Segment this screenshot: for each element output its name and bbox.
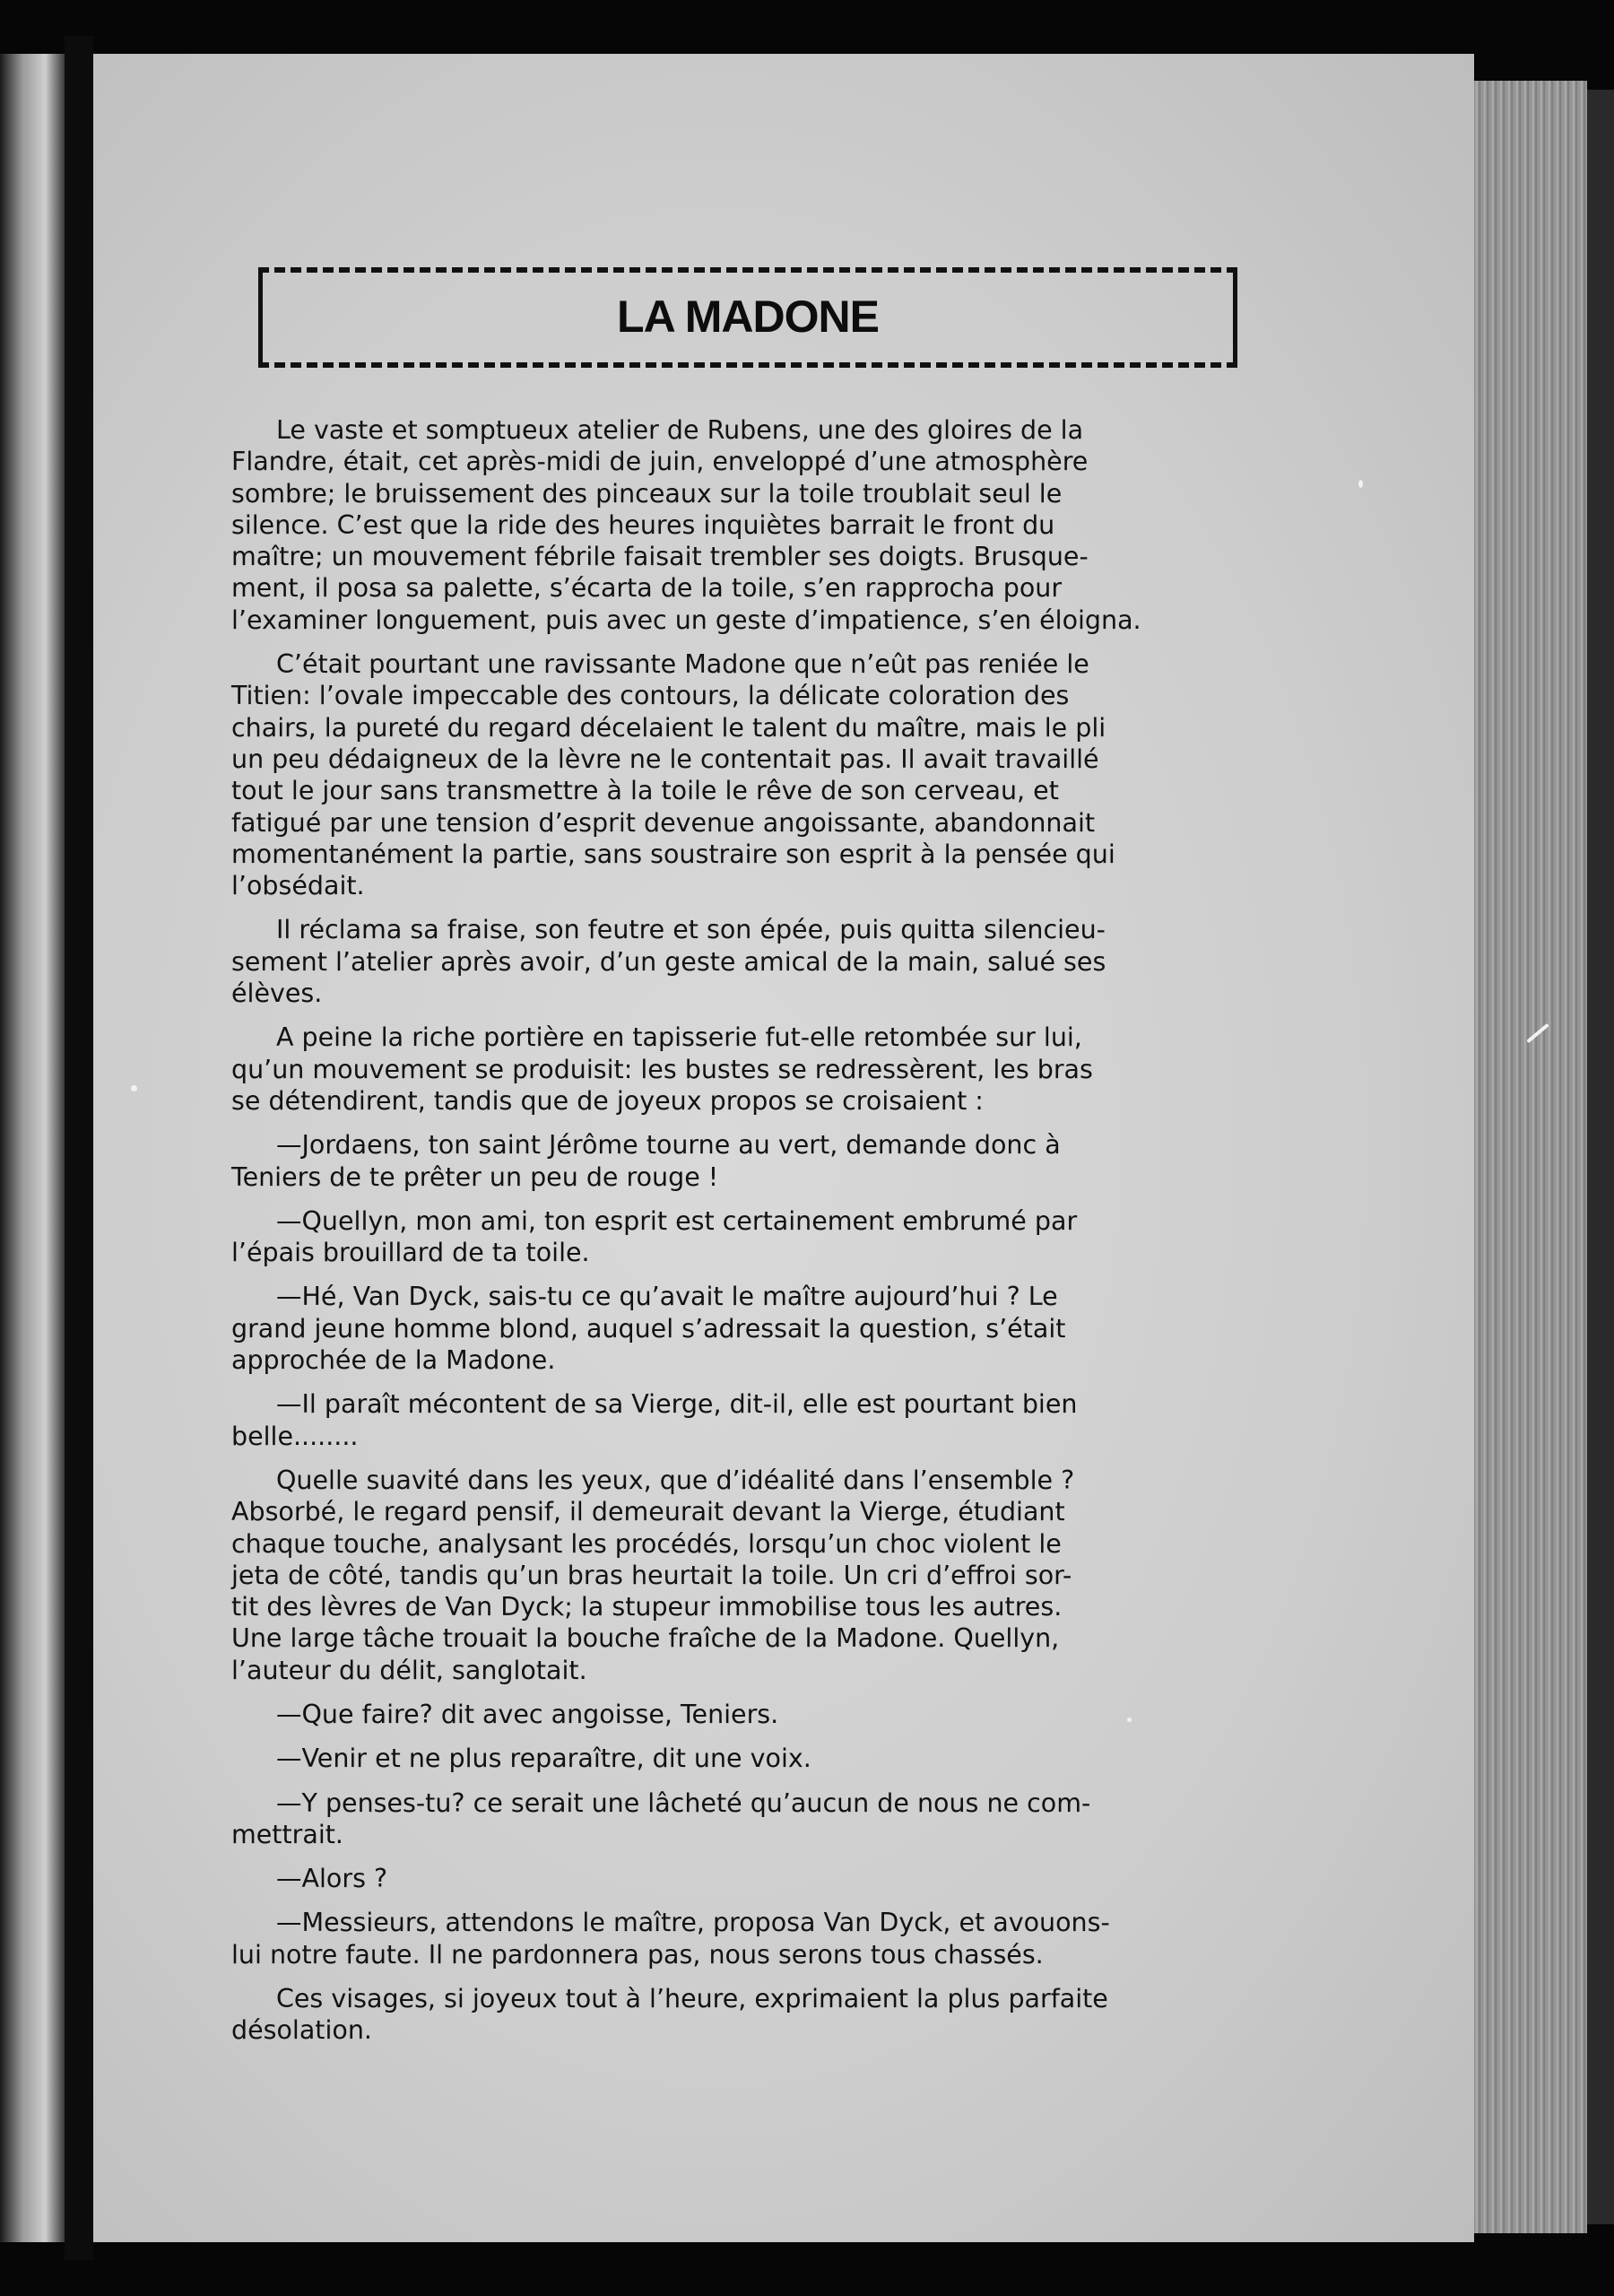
paragraph-spacing [231, 901, 1236, 914]
text-line: maître; un mouvement fébrile faisait trembler ses doigts. Brusque- [231, 542, 1089, 572]
book-gutter [65, 36, 93, 2260]
text-line: chairs, la pureté du regard décelaient le talent du maître, mais le pli [231, 712, 1106, 743]
paragraph-spacing [231, 1193, 1236, 1205]
paragraph-spacing [231, 1009, 1236, 1022]
text-line: grand jeune homme blond, auquel s’adressait la question, s’était [231, 1313, 1066, 1344]
text-line: belle........ [231, 1421, 359, 1451]
text-line: élèves. [231, 978, 323, 1009]
paragraph [231, 1907, 1236, 1970]
paragraph [231, 914, 1236, 1009]
paragraph-spacing [231, 1775, 1236, 1787]
text-line: —Jordaens, ton saint Jérôme tourne au vert, demande donc à [276, 1130, 1061, 1161]
paragraph [231, 1983, 1236, 2047]
text-line: Titien: l’ovale impeccable des contours, la délicate coloration des [231, 681, 1070, 711]
text-line: —Quellyn, mon ami, ton esprit est certainement embrumé par [276, 1205, 1078, 1236]
text-line: tit des lèvres de Van Dyck; la stupeur immobilise tous les autres. [231, 1592, 1063, 1622]
text-line: lui notre faute. Il ne pardonnera pas, nous serons tous chassés. [231, 1939, 1044, 1970]
paragraph-spacing [231, 1376, 1236, 1388]
text-line: désolation. [231, 2015, 372, 2046]
paragraph-spacing [231, 1686, 1236, 1699]
text-line: —Alors ? [276, 1864, 388, 1894]
paragraph-spacing [231, 1970, 1236, 1983]
text-line: —Venir et ne plus reparaître, dit une voix. [276, 1744, 811, 1774]
text-line: jeta de côté, tandis qu’un bras heurtait la toile. Un cri d’effroi sor- [231, 1560, 1072, 1590]
book-cover-edge [1587, 90, 1614, 2224]
text-line: silence. C’est que la ride des heures inquiètes barrait le front du [231, 509, 1055, 540]
text-line: qu’un mouvement se produisit: les bustes se redressèrent, les bras [231, 1054, 1093, 1084]
article-body [231, 414, 1236, 2059]
text-line: l’obsédait. [231, 871, 365, 901]
text-line: Il réclama sa fraise, son feutre et son épée, puis quitta silencieu- [276, 915, 1106, 945]
paragraph [231, 1388, 1236, 1452]
page-title: LA MADONE [617, 291, 879, 342]
paragraph-spacing [231, 2047, 1236, 2059]
text-line: tout le jour sans transmettre à la toile le rêve de son cerveau, et [231, 776, 1059, 806]
text-line: Ces visages, si joyeux tout à l’heure, exprimaient la plus parfaite [276, 1984, 1108, 2014]
text-line: approchée de la Madone. [231, 1345, 556, 1376]
text-line: l’auteur du délit, sanglotait. [231, 1655, 587, 1685]
text-line: sement l’atelier après avoir, d’un geste amical de la main, salué ses [231, 946, 1106, 977]
paragraph [231, 414, 1236, 636]
text-line: —Que faire? dit avec angoisse, Teniers. [276, 1699, 779, 1729]
text-line: un peu dédaigneux de la lèvre ne le contentait pas. Il avait travaillé [231, 744, 1099, 774]
text-line: Quelle suavité dans les yeux, que d’idéalité dans l’ensemble ? [276, 1465, 1075, 1495]
page-stack-edges [1474, 81, 1587, 2233]
paragraph [231, 1205, 1236, 1269]
text-line: sombre; le bruissement des pinceaux sur la toile troublait seul le [231, 478, 1063, 509]
paragraph-spacing [231, 1730, 1236, 1743]
paragraph [231, 1022, 1236, 1117]
text-line: Le vaste et somptueux atelier de Rubens, une des gloires de la [276, 415, 1084, 445]
text-line: fatigué par une tension d’esprit devenue angoissante, abandonnait [231, 807, 1096, 838]
paragraph [231, 1129, 1236, 1193]
paragraph [231, 1743, 1236, 1774]
paragraph [231, 1699, 1236, 1730]
paragraph [231, 1465, 1236, 1686]
text-line: —Hé, Van Dyck, sais-tu ce qu’avait le maître aujourd’hui ? Le [276, 1282, 1058, 1312]
dust-speck [1358, 480, 1363, 488]
text-line: —Y penses-tu? ce serait une lâcheté qu’aucun de nous ne com- [276, 1787, 1091, 1818]
text-line: Teniers de te prêter un peu de rouge ! [231, 1161, 719, 1192]
text-line: C’était pourtant une ravissante Madone que n’eût pas reniée le [276, 649, 1089, 680]
paragraph-spacing [231, 1894, 1236, 1907]
text-line: chaque touche, analysant les procédés, lorsqu’un choc violent le [231, 1528, 1062, 1559]
text-line: momentanément la partie, sans soustraire son esprit à la pensée qui [231, 839, 1115, 869]
title-frame [258, 267, 1237, 368]
paragraph [231, 1281, 1236, 1376]
text-line: se détendirent, tandis que de joyeux propos se croisaient : [231, 1085, 984, 1116]
paragraph [231, 1863, 1236, 1894]
text-line: l’épais brouillard de ta toile. [231, 1238, 590, 1268]
text-line: Absorbé, le regard pensif, il demeurait devant la Vierge, étudiant [231, 1497, 1065, 1527]
paragraph-spacing [231, 1117, 1236, 1129]
paragraph-spacing [231, 1850, 1236, 1863]
paragraph [231, 648, 1236, 901]
paragraph [231, 1787, 1236, 1851]
text-line: A peine la riche portière en tapisserie fut-elle retombée sur lui, [276, 1022, 1082, 1053]
paragraph-spacing [231, 636, 1236, 648]
dust-speck [131, 1085, 137, 1091]
text-line: Une large tâche trouait la bouche fraîche de la Madone. Quellyn, [231, 1623, 1060, 1654]
text-line: —Messieurs, attendons le maître, proposa Van Dyck, et avouons- [276, 1908, 1110, 1938]
previous-page-edge [0, 54, 65, 2242]
text-line: l’examiner longuement, puis avec un geste d’impatience, s’en éloigna. [231, 604, 1141, 635]
text-line: Flandre, était, cet après-midi de juin, enveloppé d’une atmosphère [231, 447, 1089, 477]
paragraph-spacing [231, 1452, 1236, 1465]
text-line: —Il paraît mécontent de sa Vierge, dit-il, elle est pourtant bien [276, 1389, 1078, 1420]
text-line: ment, il posa sa palette, s’écarta de la toile, s’en rapprocha pour [231, 573, 1063, 604]
paragraph-spacing [231, 1268, 1236, 1281]
text-line: mettrait. [231, 1819, 343, 1849]
